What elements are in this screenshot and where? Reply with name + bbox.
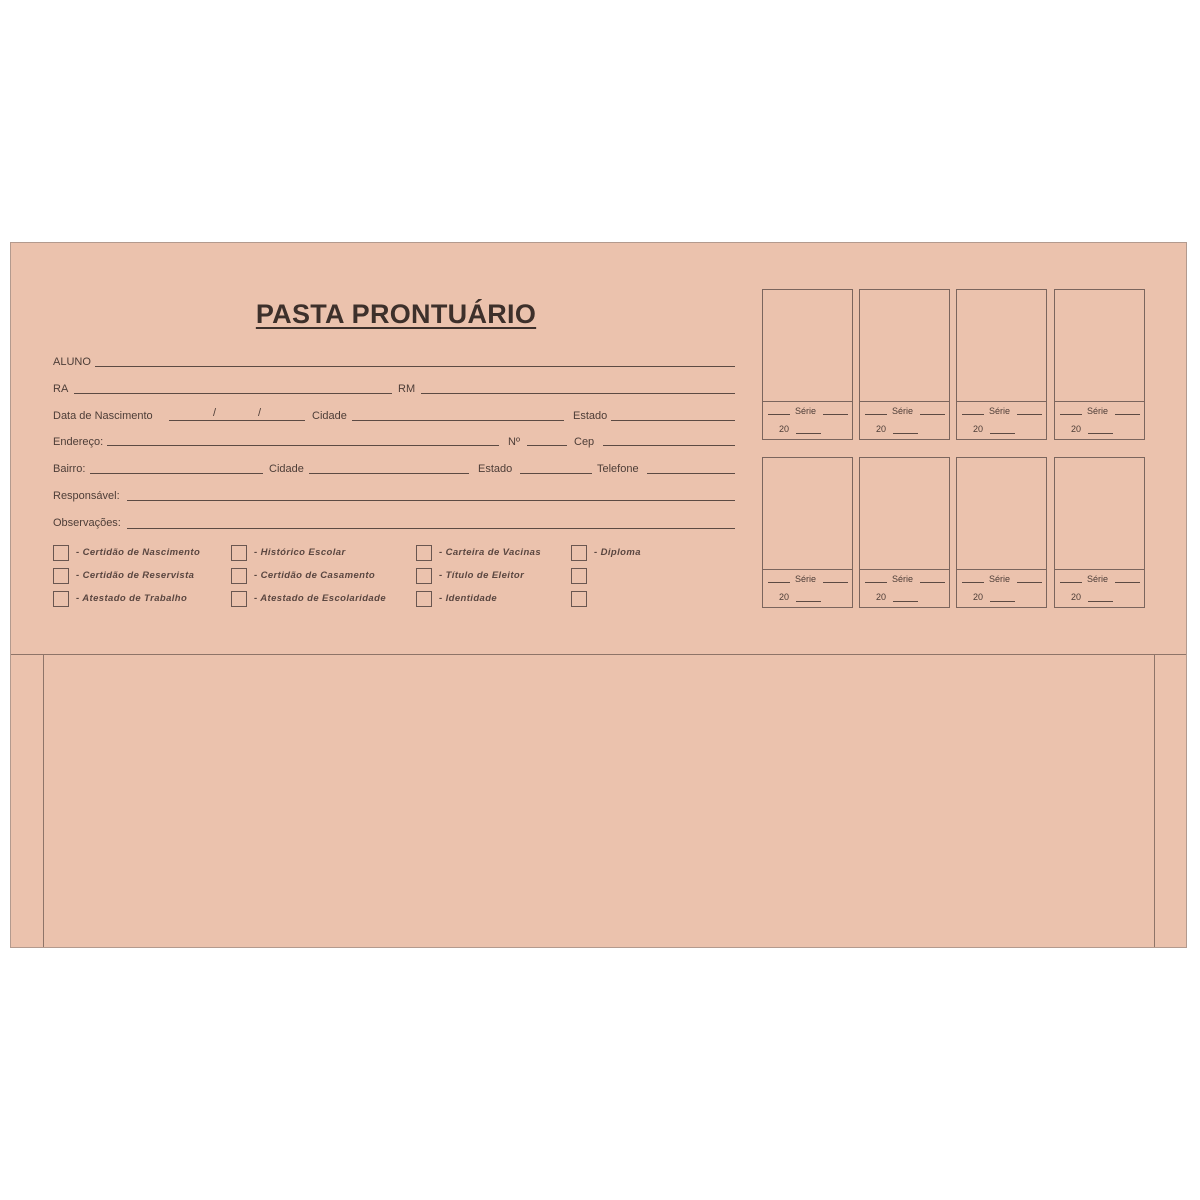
pocket-side-line [43,654,44,947]
document-label: - Título de Eleitor [439,570,525,581]
document-label: - Certidão de Nascimento [76,547,201,558]
date-separator: / [213,407,217,419]
photo-area [1055,290,1144,402]
label-observacoes: Observações: [53,517,121,529]
photo-area [763,458,852,570]
label-estado: Estado [478,463,513,475]
serie-label: Série [989,406,1011,416]
checkbox[interactable] [53,545,69,561]
checkbox[interactable] [416,545,432,561]
pocket-fold-line [11,654,1186,655]
checkbox[interactable] [231,591,247,607]
checkbox[interactable] [416,591,432,607]
checkbox[interactable] [231,545,247,561]
label-cidade: Cidade [269,463,304,475]
document-label: - Atestado de Escolaridade [254,593,386,604]
serie-label: Série [795,406,817,416]
field-rm-line[interactable] [421,393,735,394]
photo-area [957,290,1046,402]
document-label: - Atestado de Trabalho [76,593,188,604]
field-endereco-line[interactable] [107,445,499,446]
document-label: - Certidão de Casamento [254,570,376,581]
document-label: - Identidade [439,593,498,604]
field-cidade-line[interactable] [352,420,564,421]
serie-label: Série [892,406,914,416]
serie-label: Série [892,574,914,584]
label-estado: Estado [573,410,608,422]
year-label: 20 [779,424,790,434]
field-aluno-line[interactable] [95,366,735,367]
label-cep: Cep [574,436,595,448]
label-data-nascimento: Data de Nascimento [53,410,153,422]
checkbox[interactable] [571,568,587,584]
year-label: 20 [876,592,887,602]
field-responsavel-line[interactable] [127,500,735,501]
date-separator: / [258,407,262,419]
serie-cell [762,289,853,440]
label-endereco: Endereço: [53,436,104,448]
serie-label: Série [1087,574,1109,584]
serie-cell [1054,289,1145,440]
label-rm: RM [398,383,416,395]
document-label: - Diploma [594,547,641,558]
label-ra: RA [53,383,69,395]
form-title: PASTA PRONTUÁRIO [255,299,537,329]
photo-area [763,290,852,402]
checkbox[interactable] [571,591,587,607]
serie-cell [859,289,950,440]
photo-area [860,458,949,570]
checkbox[interactable] [231,568,247,584]
year-label: 20 [876,424,887,434]
field-estado-line[interactable] [520,473,592,474]
pocket-side-line [1154,654,1155,947]
label-cidade: Cidade [312,410,347,422]
field-observacoes-line[interactable] [127,528,735,529]
document-label: - Certidão de Reservista [76,570,195,581]
checkbox[interactable] [571,545,587,561]
checkbox[interactable] [53,591,69,607]
label-aluno: ALUNO [53,356,91,368]
field-cep-line[interactable] [603,445,735,446]
year-label: 20 [973,424,984,434]
serie-label: Série [1087,406,1109,416]
field-data-nascimento-line[interactable] [169,420,305,421]
photo-area [1055,458,1144,570]
serie-cell [1054,457,1145,608]
serie-cell [762,457,853,608]
serie-label: Série [989,574,1011,584]
year-label: 20 [1071,424,1082,434]
field-numero-line[interactable] [527,445,567,446]
serie-label: Série [795,574,817,584]
photo-area [957,458,1046,570]
year-label: 20 [1071,592,1082,602]
photo-area [860,290,949,402]
field-cidade-line[interactable] [309,473,469,474]
field-telefone-line[interactable] [647,473,735,474]
year-label: 20 [973,592,984,602]
label-bairro: Bairro: [53,463,86,475]
year-label: 20 [779,592,790,602]
field-estado-line[interactable] [611,420,735,421]
field-bairro-line[interactable] [90,473,263,474]
document-label: - Carteira de Vacinas [439,547,542,558]
prontuario-folder [10,242,1187,948]
checkbox[interactable] [53,568,69,584]
document-label: - Histórico Escolar [254,547,346,558]
serie-cell [859,457,950,608]
checkbox[interactable] [416,568,432,584]
label-telefone: Telefone [597,463,639,475]
serie-cell [956,289,1047,440]
field-ra-line[interactable] [74,393,392,394]
label-numero: Nº [508,436,520,448]
label-responsavel: Responsável: [53,490,120,502]
serie-cell [956,457,1047,608]
